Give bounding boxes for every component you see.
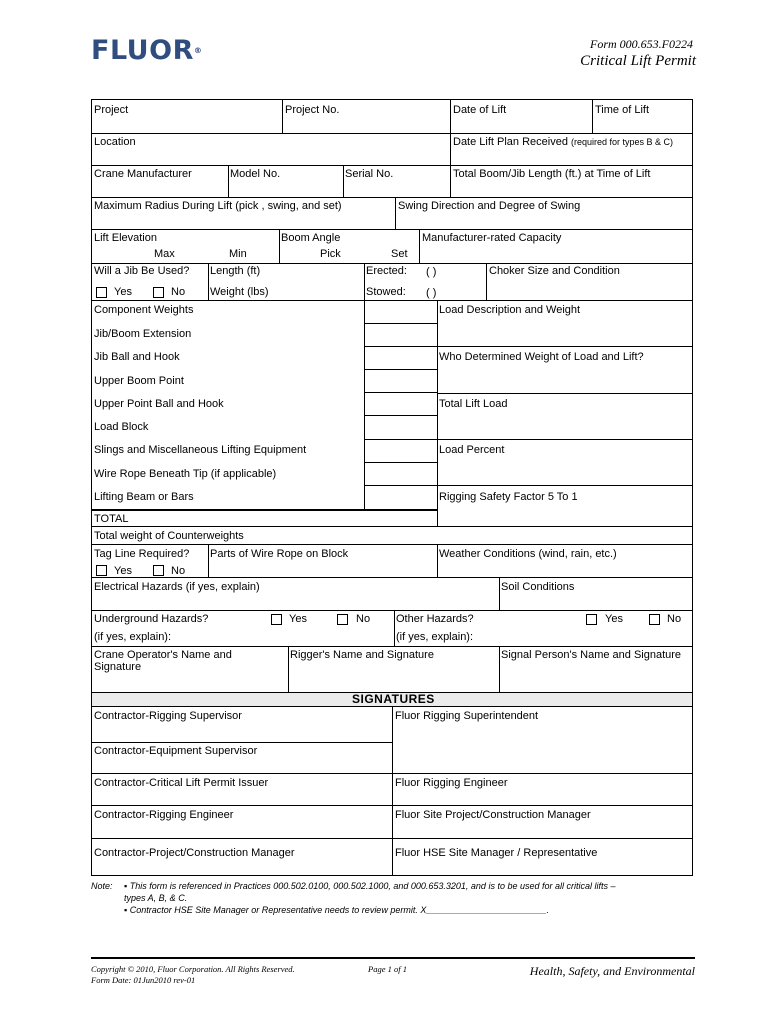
lift-elevation-field[interactable]: Lift Elevation xyxy=(94,232,157,244)
who-determined-field[interactable]: Who Determined Weight of Load and Lift? xyxy=(439,351,644,363)
footer-rule xyxy=(91,957,695,959)
sig-contractor-construction-manager[interactable]: Contractor-Project/Construction Manager xyxy=(94,847,295,859)
erected-paren: ( ) xyxy=(426,266,437,278)
jib-no-checkbox[interactable] xyxy=(153,287,164,298)
underground-hazards-label: Underground Hazards? xyxy=(94,613,209,625)
counterweights-field[interactable]: Total weight of Counterweights xyxy=(94,530,244,542)
soil-conditions-field[interactable]: Soil Conditions xyxy=(501,581,575,593)
tag-line-yes-label: Yes xyxy=(114,565,132,577)
crane-operator-field[interactable]: Crane Operator's Name and Signature xyxy=(94,649,232,673)
weather-conditions-field[interactable]: Weather Conditions (wind, rain, etc.) xyxy=(439,548,617,560)
department: Health, Safety, and Environmental xyxy=(529,964,695,978)
sig-fluor-hse-manager[interactable]: Fluor HSE Site Manager / Representative xyxy=(395,847,598,859)
max-label: Max xyxy=(154,248,175,260)
erected-field[interactable]: Erected: xyxy=(366,265,407,277)
other-yes-label: Yes xyxy=(605,613,623,625)
sig-fluor-rigging-engineer[interactable]: Fluor Rigging Engineer xyxy=(395,777,508,789)
location-field[interactable]: Location xyxy=(94,136,136,148)
sig-fluor-rigging-superintendent[interactable]: Fluor Rigging Superintendent xyxy=(395,710,539,722)
max-radius-field[interactable]: Maximum Radius During Lift (pick , swing, and set) xyxy=(94,200,342,212)
boom-angle-field[interactable]: Boom Angle xyxy=(281,232,341,244)
rigger-field[interactable]: Rigger's Name and Signature xyxy=(290,649,434,661)
jib-used-label: Will a Jib Be Used? xyxy=(94,265,190,277)
total-label: TOTAL xyxy=(94,513,129,525)
form-title: Critical Lift Permit xyxy=(580,53,696,69)
underground-yes-checkbox[interactable] xyxy=(271,614,282,625)
jib-yes-checkbox[interactable] xyxy=(96,287,107,298)
crane-manufacturer-field[interactable]: Crane Manufacturer xyxy=(94,168,192,180)
underground-no-checkbox[interactable] xyxy=(337,614,348,625)
sig-contractor-rigging-supervisor[interactable]: Contractor-Rigging Supervisor xyxy=(94,710,242,722)
fluor-logo: FLUOR® xyxy=(91,35,203,66)
other-hazards-label: Other Hazards? xyxy=(396,613,474,625)
jib-no-label: No xyxy=(171,286,186,298)
electrical-hazards-field[interactable]: Electrical Hazards (if yes, explain) xyxy=(94,581,260,593)
tag-line-no-label: No xyxy=(171,565,186,577)
form-number: Form 000.653.F0224 xyxy=(590,37,693,51)
form-date: Form Date: 01Jun2010 rev-01 xyxy=(91,975,196,985)
tag-line-label: Tag Line Required? xyxy=(94,548,190,560)
copyright: Copyright © 2010, Fluor Corporation. All Rights Reserved. xyxy=(91,964,295,974)
project-field[interactable]: Project xyxy=(94,104,129,116)
swing-direction-field[interactable]: Swing Direction and Degree of Swing xyxy=(398,200,581,212)
jib-yes-label: Yes xyxy=(114,286,132,298)
other-yes-checkbox[interactable] xyxy=(586,614,597,625)
pick-label: Pick xyxy=(320,248,341,260)
set-label: Set xyxy=(391,248,408,260)
stowed-field[interactable]: Stowed: xyxy=(366,286,406,298)
wire-rope-parts-field[interactable]: Parts of Wire Rope on Block xyxy=(210,548,349,560)
date-lift-plan-field[interactable]: Date Lift Plan Received (required for types B & C) xyxy=(453,136,674,148)
other-explain-label: (if yes, explain): xyxy=(396,631,474,643)
time-of-lift-field[interactable]: Time of Lift xyxy=(595,104,649,116)
min-label: Min xyxy=(229,248,247,260)
stowed-paren: ( ) xyxy=(426,287,437,299)
tag-line-no-checkbox[interactable] xyxy=(153,565,164,576)
other-no-label: No xyxy=(667,613,682,625)
jib-ball-hook-label: Jib Ball and Hook xyxy=(94,351,180,363)
other-no-checkbox[interactable] xyxy=(649,614,660,625)
rated-capacity-field[interactable]: Manufacturer-rated Capacity xyxy=(422,232,562,244)
load-description-field[interactable]: Load Description and Weight xyxy=(439,304,581,316)
wire-rope-tip-label: Wire Rope Beneath Tip (if applicable) xyxy=(94,468,277,480)
signal-person-field[interactable]: Signal Person's Name and Signature xyxy=(501,649,682,661)
note-label: Note: xyxy=(91,881,113,891)
project-no-field[interactable]: Project No. xyxy=(285,104,340,116)
note-line-3: ▪ Contractor HSE Site Manager or Representative needs to review permit. X________________________. xyxy=(124,905,549,915)
sig-contractor-equipment-supervisor[interactable]: Contractor-Equipment Supervisor xyxy=(94,745,258,757)
underground-no-label: No xyxy=(356,613,371,625)
upper-point-ball-label: Upper Point Ball and Hook xyxy=(94,398,224,410)
model-no-field[interactable]: Model No. xyxy=(230,168,281,180)
sig-contractor-permit-issuer[interactable]: Contractor-Critical Lift Permit Issuer xyxy=(94,777,269,789)
underground-explain-label: (if yes, explain): xyxy=(94,631,172,643)
jib-weight-field[interactable]: Weight (lbs) xyxy=(210,286,269,298)
tag-line-yes-checkbox[interactable] xyxy=(96,565,107,576)
total-lift-load-field[interactable]: Total Lift Load xyxy=(439,398,508,410)
boom-length-field[interactable]: Total Boom/Jib Length (ft.) at Time of Lift xyxy=(453,168,651,180)
page-number: Page 1 of 1 xyxy=(368,964,407,974)
choker-field[interactable]: Choker Size and Condition xyxy=(489,265,620,277)
jib-length-field[interactable]: Length (ft) xyxy=(210,265,261,277)
load-block-label: Load Block xyxy=(94,421,149,433)
lifting-beam-label: Lifting Beam or Bars xyxy=(94,491,194,503)
upper-boom-point-label: Upper Boom Point xyxy=(94,375,184,387)
signatures-title: SIGNATURES xyxy=(352,692,435,706)
sig-contractor-rigging-engineer[interactable]: Contractor-Rigging Engineer xyxy=(94,809,234,821)
note-line-1: ▪ This form is referenced in Practices 000.502.0100, 000.502.1000, and 000.653.3201, and is to be used for all critical lifts – xyxy=(124,881,616,891)
permit-form xyxy=(91,99,693,876)
jib-boom-extension-label: Jib/Boom Extension xyxy=(94,328,192,340)
slings-label: Slings and Miscellaneous Lifting Equipment xyxy=(94,444,307,456)
sig-fluor-construction-manager[interactable]: Fluor Site Project/Construction Manager xyxy=(395,809,591,821)
serial-no-field[interactable]: Serial No. xyxy=(345,168,394,180)
underground-yes-label: Yes xyxy=(289,613,307,625)
rigging-factor-field[interactable]: Rigging Safety Factor 5 To 1 xyxy=(439,491,578,503)
component-weights-label: Component Weights xyxy=(94,304,194,316)
load-percent-field[interactable]: Load Percent xyxy=(439,444,505,456)
date-of-lift-field[interactable]: Date of Lift xyxy=(453,104,507,116)
note-line-2: types A, B, & C. xyxy=(124,893,188,903)
